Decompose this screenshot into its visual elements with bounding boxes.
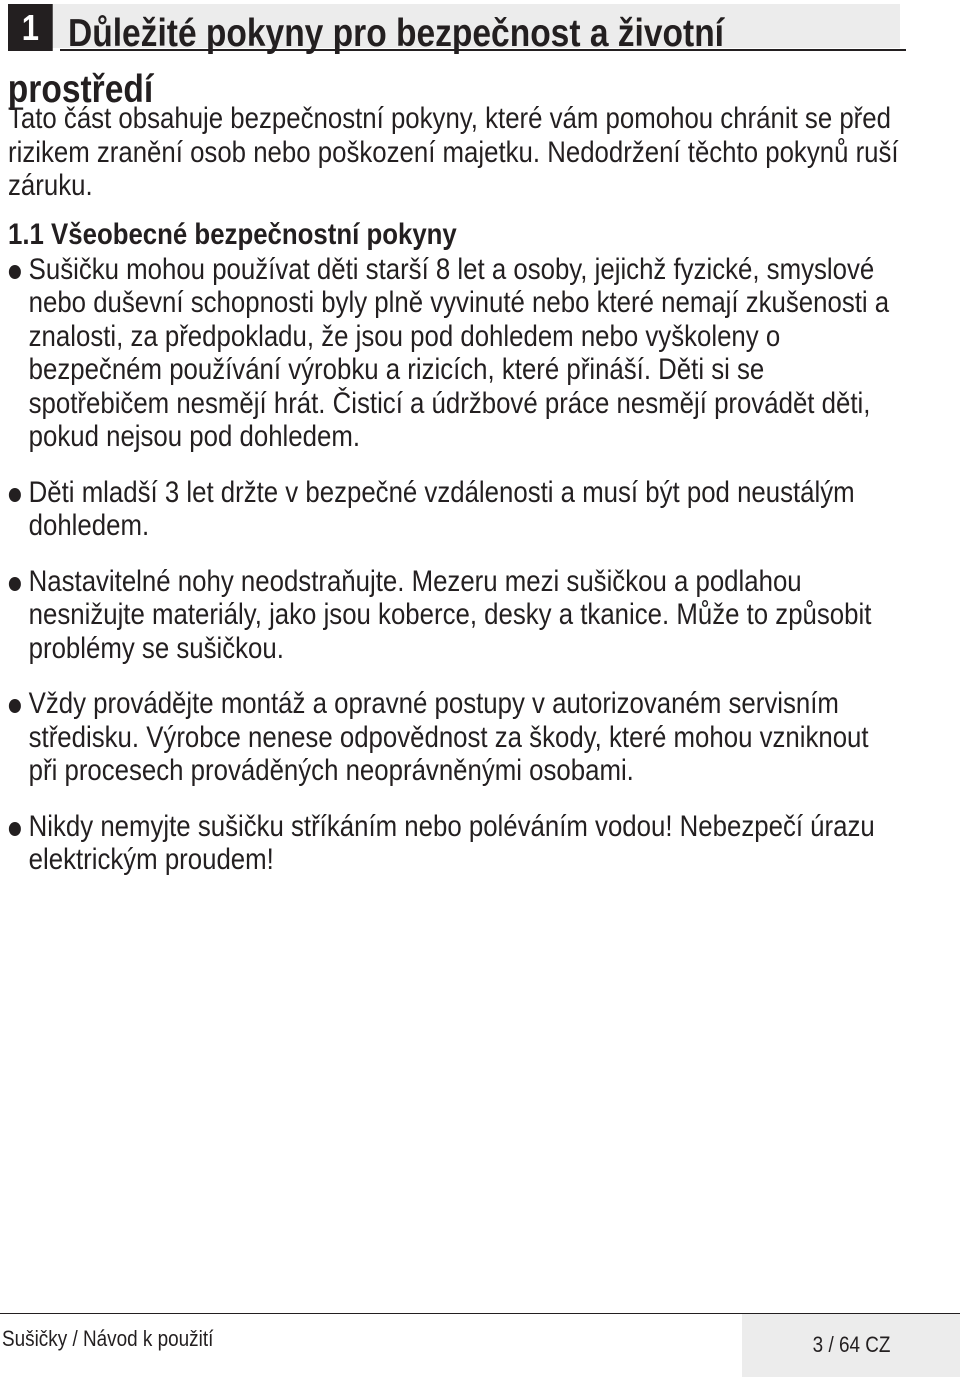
list-item <box>8 253 902 454</box>
list-item-text: Nikdy nemyjte sušičku stříkáním nebo poléváním vodou! Nebezpečí úrazu elektrickým proudem! <box>28 809 875 876</box>
chapter-title-line-2: prostředí <box>7 68 154 111</box>
list-item-text: Sušičku mohou používat děti starší 8 let a osoby, jejichž fyzické, smyslové nebo duševní schopnosti byly plně vyvinuté nebo které nemají zkušenosti a znalosti, za předpokladu, že jsou pod dohledem nebo vyškoleny o bezpečném používání výrobku a rizicích, které přináší. Děti si se spotřebičem nesmějí hrát. Čisticí a údržbové práce nesmějí provádět děti, pokud nejsou pod dohledem. <box>28 252 890 453</box>
list-item <box>8 810 902 877</box>
bullet-icon <box>9 699 21 713</box>
list-item <box>8 476 902 543</box>
intro-paragraph: Tato část obsahuje bezpečnostní pokyny, které vám pomohou chránit se před rizikem zranění osob nebo poškození majetku. Nedodržení těchto pokynů ruší záruku. <box>8 102 899 202</box>
page-number: 3 / 64 CZ <box>812 1332 890 1357</box>
list-item <box>8 687 902 788</box>
list-item <box>8 565 902 666</box>
safety-instructions-list <box>8 253 902 877</box>
chapter-number: 1 <box>8 4 53 51</box>
list-item-text: Děti mladší 3 let držte v bezpečné vzdálenosti a musí být pod neustálým dohledem. <box>28 475 855 542</box>
chapter-title-line-1: Důležité pokyny pro bezpečnost a životní <box>68 12 725 55</box>
bullet-icon <box>9 265 21 279</box>
list-item-text: Nastavitelné nohy neodstraňujte. Mezeru mezi sušičkou a podlahou nesnižujte materiály, jako jsou koberce, desky a tkanice. Může to způsobit problémy se sušičkou. <box>28 564 872 665</box>
section-heading: 1.1 Všeobecné bezpečnostní pokyny <box>8 217 457 251</box>
footer-document-title: Sušičky / Návod k použití <box>2 1326 214 1351</box>
bullet-icon <box>9 822 21 836</box>
bullet-icon <box>9 577 21 591</box>
page-content <box>8 102 902 899</box>
list-item-text: Vždy provádějte montáž a opravné postupy v autorizovaném servisním středisku. Výrobce nenese odpovědnost za škody, které mohou vzniknout při procesech prováděných neoprávněnými osobami. <box>28 687 869 787</box>
bullet-icon <box>9 488 21 502</box>
